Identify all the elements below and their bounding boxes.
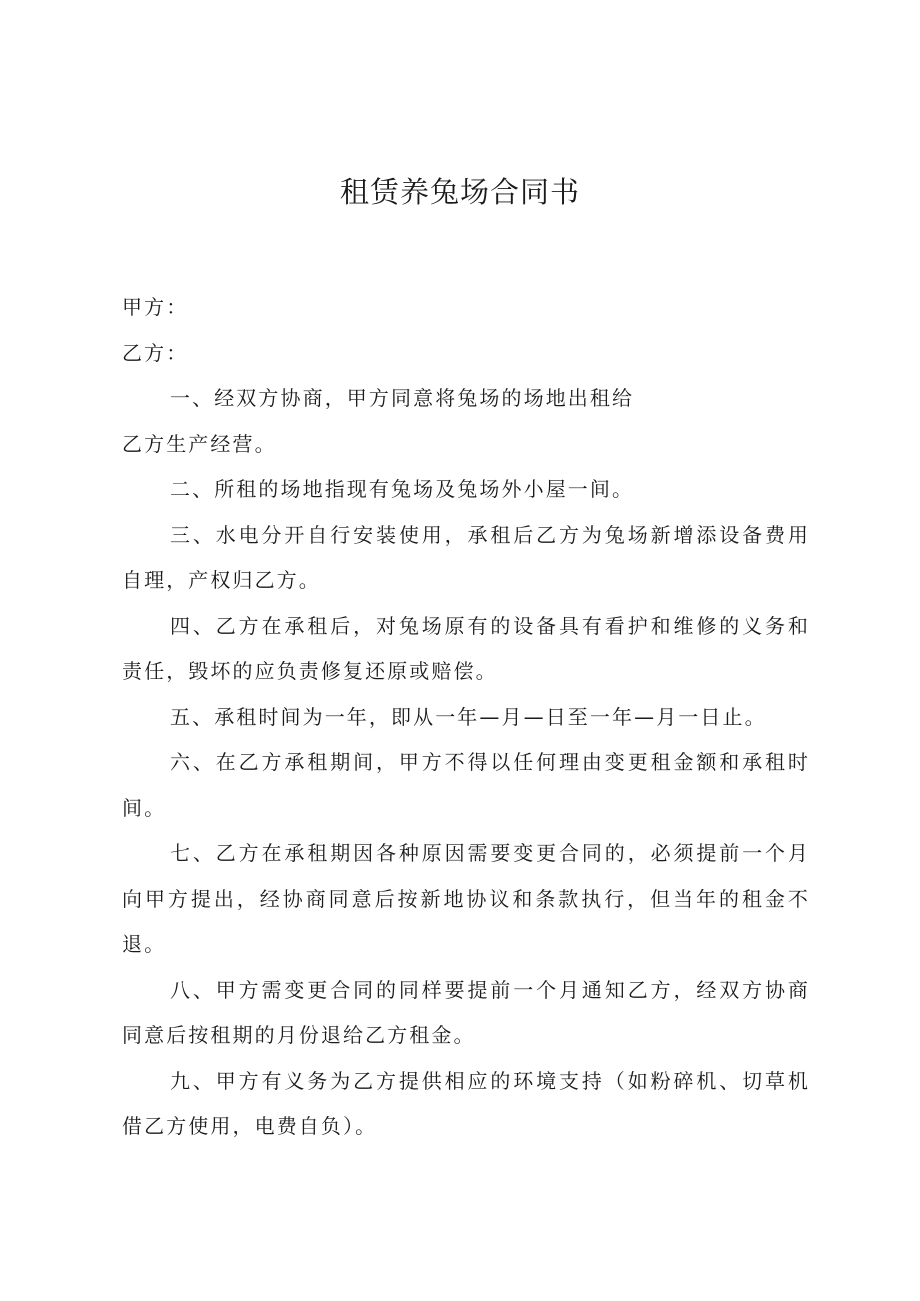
document-body — [122, 285, 810, 1150]
clause-3: 三、水电分开自行安装使用，承租后乙方为兔场新增添设备费用自理，产权归乙方。 — [122, 522, 810, 592]
clause-8: 八、甲方需变更合同的同样要提前一个月通知乙方，经双方协商同意后按租期的月份退给乙方租金。 — [122, 977, 810, 1047]
clause-1: 一、经双方协商，甲方同意将兔场的场地出租给 — [170, 386, 635, 410]
clause-5: 五、承租时间为一年，即从一年—月—日至一年—月一日止。 — [170, 704, 767, 729]
clause-9: 九、甲方有义务为乙方提供相应的环境支持（如粉碎机、切草机借乙方使用，电费自负）。 — [122, 1068, 810, 1138]
party-a-label: 甲方： — [122, 295, 189, 319]
clause-1-continuation: 乙方生产经营。 — [122, 431, 277, 456]
party-b-label: 乙方： — [122, 340, 189, 365]
clause-6: 六、在乙方承租期间，甲方不得以任何理由变更租金额和承租时间。 — [122, 750, 810, 820]
document-title: 租赁养兔场合同书 — [339, 175, 580, 209]
clause-4: 四、乙方在承租后，对兔场原有的设备具有看护和维修的义务和责任，毁坏的应负责修复还原或赔偿。 — [122, 613, 810, 683]
clause-7: 七、乙方在承租期因各种原因需要变更合同的，必须提前一个月向甲方提出，经协商同意后按新地协议和条款执行，但当年的租金不退。 — [122, 841, 810, 956]
clause-2: 二、所租的场地指现有兔场及兔场外小屋一间。 — [170, 477, 635, 501]
